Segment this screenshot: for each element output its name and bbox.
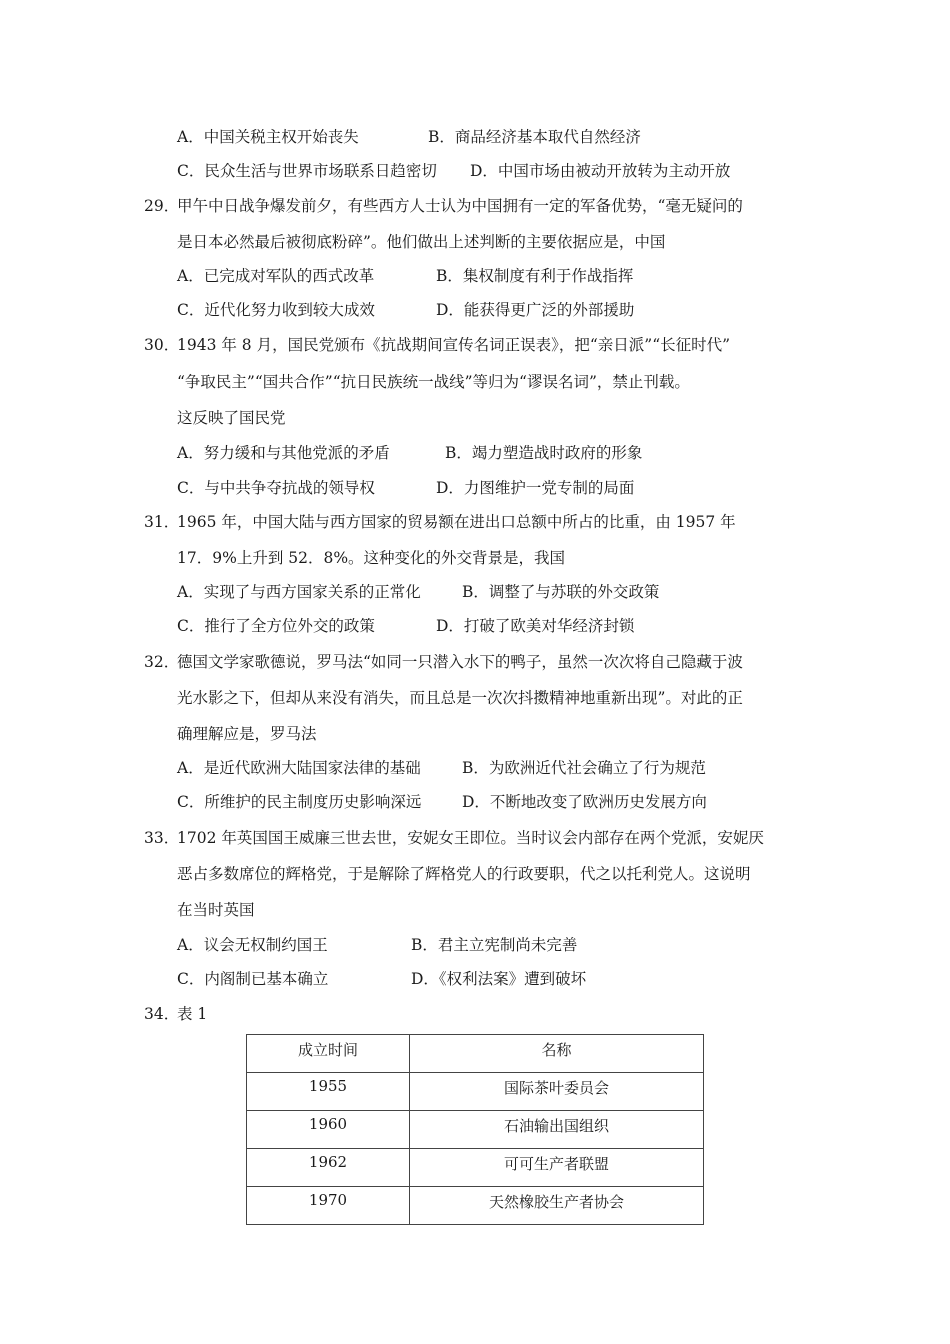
table-row bbox=[247, 1149, 704, 1187]
q31-option-b: B．调整了与苏联的外交政策 bbox=[462, 583, 660, 601]
q29-option-c: C．近代化努力收到较大成效 bbox=[177, 301, 375, 319]
q33-option-b: B．君主立宪制尚未完善 bbox=[411, 936, 578, 954]
q33-stem-line-1: 1702 年英国国王威廉三世去世，安妮女王即位。当时议会内部存在两个党派，安妮厌 bbox=[177, 829, 764, 847]
table-row bbox=[247, 1187, 704, 1225]
q30-option-d: D．力图维护一党专制的局面 bbox=[436, 479, 635, 497]
q31-stem-line-1: 1965 年，中国大陆与西方国家的贸易额在进出口总额中所占的比重，由 1957 年 bbox=[177, 513, 736, 531]
q32-option-a: A．是近代欧洲大陆国家法律的基础 bbox=[177, 759, 421, 777]
q33-stem-line-3: 在当时英国 bbox=[177, 901, 255, 919]
table-header-row bbox=[247, 1035, 704, 1073]
q32-stem-line-3: 确理解应是，罗马法 bbox=[177, 725, 317, 743]
q29-option-d: D．能获得更广泛的外部援助 bbox=[436, 301, 635, 319]
q30-stem-line-2: “争取民主”“国共合作”“抗日民族统一战线”等归为“谬误名词”，禁止刊载。 bbox=[177, 373, 690, 391]
table-row bbox=[247, 1111, 704, 1149]
q31-option-d: D．打破了欧美对华经济封锁 bbox=[436, 617, 635, 635]
cell-name: 天然橡胶生产者协会 bbox=[410, 1187, 704, 1225]
q30-number: 30． bbox=[144, 336, 180, 354]
q32-option-c: C．所维护的民主制度历史影响深远 bbox=[177, 793, 422, 811]
q32-number: 32． bbox=[144, 653, 180, 671]
q28-option-d: D．中国市场由被动开放转为主动开放 bbox=[470, 162, 731, 180]
q33-option-c: C．内阁制已基本确立 bbox=[177, 970, 329, 988]
q29-number: 29． bbox=[144, 197, 180, 215]
q31-option-c: C．推行了全方位外交的政策 bbox=[177, 617, 375, 635]
q32-option-b: B．为欧洲近代社会确立了行为规范 bbox=[462, 759, 706, 777]
q30-option-b: B．竭力塑造战时政府的形象 bbox=[445, 444, 643, 462]
q30-stem-line-3: 这反映了国民党 bbox=[177, 409, 286, 427]
q32-option-d: D．不断地改变了欧洲历史发展方向 bbox=[462, 793, 707, 811]
q29-stem-line-2: 是日本必然最后被彻底粉碎”。他们做出上述判断的主要依据应是，中国 bbox=[177, 233, 666, 251]
table-caption: 表 1 bbox=[177, 1005, 208, 1023]
cell-name: 石油输出国组织 bbox=[410, 1111, 704, 1149]
cell-year: 1962 bbox=[247, 1149, 410, 1187]
cell-name: 可可生产者联盟 bbox=[410, 1149, 704, 1187]
q30-option-c: C．与中共争夺抗战的领导权 bbox=[177, 479, 375, 497]
organizations-table bbox=[246, 1034, 704, 1225]
q28-option-a: A．中国关税主权开始丧失 bbox=[177, 128, 359, 146]
cell-year: 1970 bbox=[247, 1187, 410, 1225]
q29-option-a: A．已完成对军队的西式改革 bbox=[177, 267, 375, 285]
q31-stem-line-2: 17．9%上升到 52．8%。这种变化的外交背景是，我国 bbox=[177, 549, 566, 567]
q28-option-c: C．民众生活与世界市场联系日趋密切 bbox=[177, 162, 437, 180]
q33-number: 33． bbox=[144, 829, 180, 847]
q32-stem-line-1: 德国文学家歌德说，罗马法“如同一只潜入水下的鸭子，虽然一次次将自己隐藏于波 bbox=[177, 653, 743, 671]
q30-option-a: A．努力缓和与其他党派的矛盾 bbox=[177, 444, 390, 462]
q33-stem-line-2: 恶占多数席位的辉格党，于是解除了辉格党人的行政要职，代之以托利党人。这说明 bbox=[177, 865, 751, 883]
cell-year: 1960 bbox=[247, 1111, 410, 1149]
cell-year: 1955 bbox=[247, 1073, 410, 1111]
q34-number: 34． bbox=[144, 1005, 180, 1023]
header-founded-time: 成立时间 bbox=[247, 1035, 410, 1073]
q29-stem-line-1: 甲午中日战争爆发前夕，有些西方人士认为中国拥有一定的军备优势，“毫无疑问的 bbox=[177, 197, 743, 215]
cell-name: 国际茶叶委员会 bbox=[410, 1073, 704, 1111]
q31-number: 31． bbox=[144, 513, 180, 531]
q33-option-d: D．《权利法案》遭到破坏 bbox=[411, 970, 587, 988]
q32-stem-line-2: 光水影之下，但却从来没有消失，而且总是一次次抖擞精神地重新出现”。对此的正 bbox=[177, 689, 743, 707]
q31-option-a: A．实现了与西方国家关系的正常化 bbox=[177, 583, 421, 601]
table-row bbox=[247, 1073, 704, 1111]
q29-option-b: B．集权制度有利于作战指挥 bbox=[436, 267, 634, 285]
q33-option-a: A．议会无权制约国王 bbox=[177, 936, 328, 954]
q30-stem-line-1: 1943 年 8 月，国民党颁布《抗战期间宣传名词正误表》，把“亲日派”“长征时代” bbox=[177, 336, 731, 354]
q28-option-b: B．商品经济基本取代自然经济 bbox=[428, 128, 641, 146]
header-name: 名称 bbox=[410, 1035, 704, 1073]
